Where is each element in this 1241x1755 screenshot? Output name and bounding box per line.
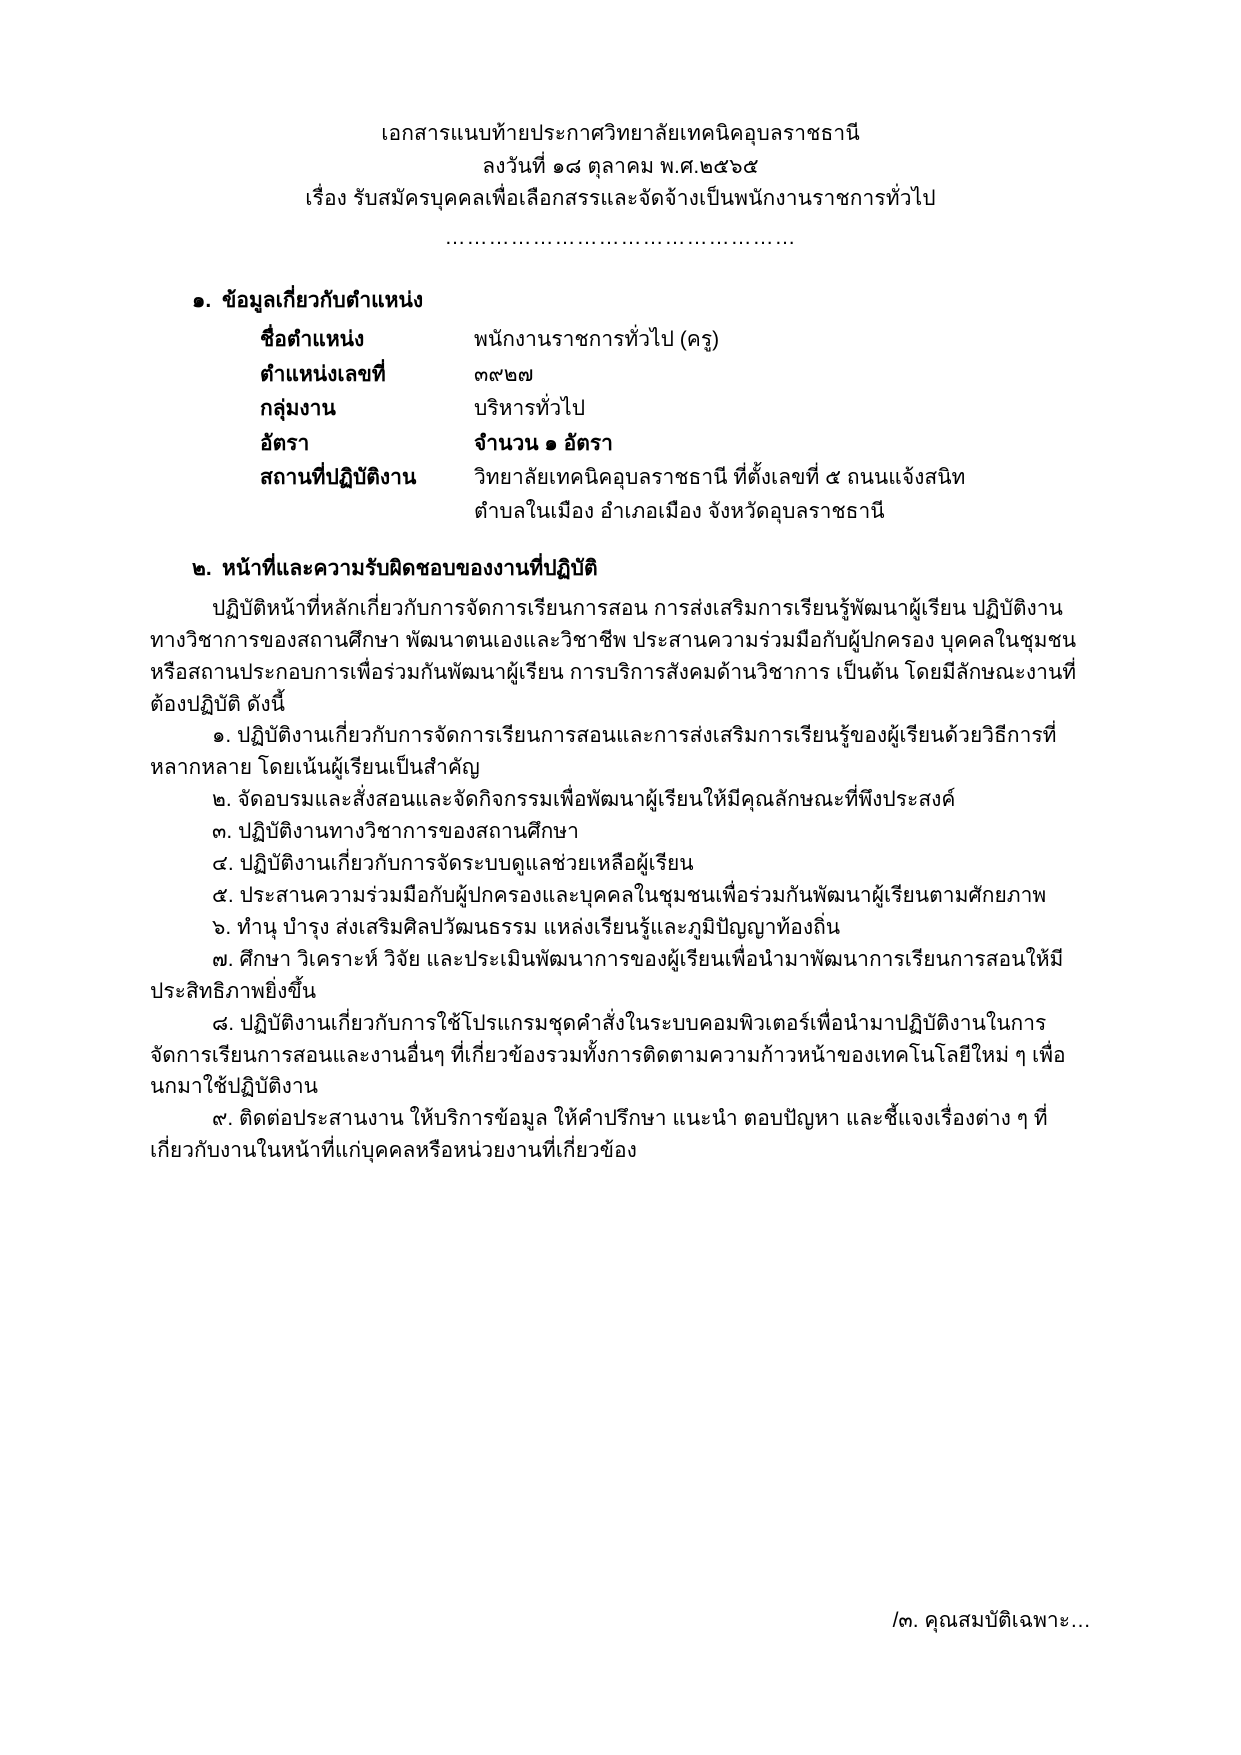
section-1-title: ข้อมูลเกี่ยวกับตำแหน่ง [222, 289, 424, 313]
duties-body [150, 593, 1091, 1167]
table-row [260, 461, 965, 495]
section-duties [150, 552, 1091, 1167]
duty-item-2: ๒. จัดอบรมและสั่งสอนและจัดกิจกรรมเพื่อพัฒนาผู้เรียนให้มีคุณลักษณะที่พึงประสงค์ [212, 788, 956, 812]
duty-item-4: ๔. ปฏิบัติงานเกี่ยวกับการจัดระบบดูแลช่วยเหลือผู้เรียน [212, 852, 694, 876]
section-2-heading [192, 552, 1091, 585]
field-value-work-group: บริหารทั่วไป [474, 397, 586, 421]
table-row [260, 323, 965, 357]
table-row [260, 392, 965, 426]
section-1-heading [192, 284, 1091, 317]
field-label-workplace-cont [260, 495, 474, 529]
table-row [260, 427, 965, 461]
field-value-quota: จำนวน ๑ อัตรา [474, 431, 613, 455]
duty-item-5: ๕. ประสานความร่วมมือกับผู้ปกครองและบุคคลในชุมชนเพื่อร่วมกันพัฒนาผู้เรียนตามศักยภาพ [212, 883, 1047, 907]
header-line-2: ลงวันที่ ๑๘ ตุลาคม พ.ศ.๒๕๖๕ [482, 154, 759, 178]
field-label-position-name: ชื่อตำแหน่ง [260, 328, 365, 352]
duties-intro-paragraph: ปฏิบัติหน้าที่หลักเกี่ยวกับการจัดการเรียนการสอน การส่งเสริมการเรียนรู้พัฒนาผู้เรียน ปฏิบัติงานทางวิชาการของสถานศึกษา พัฒนาตนเองและวิชาชีพ ประสานความร่วมมือกับผู้ปกครอง บุคคลในชุมชนหรือสถานประกอบการเพื่อร่วมกันพัฒนาผู้เรียน การบริการสังคมด้านวิชาการ เป็นต้น โดยมีลักษณะงานที่ต้องปฏิบัติ ดังนี้ [150, 596, 1077, 716]
duty-item-9: ๙. ติดต่อประสานงาน ให้บริการข้อมูล ให้คำปรึกษา แนะนำ ตอบปัญหา และชี้แจงเรื่องต่าง ๆ ที่เกี่ยวกับงานในหน้าที่แก่บุคคลหรือหน่วยงานที่เกี่ยวข้อง [150, 1107, 1048, 1163]
field-value-workplace-cont: ตำบลในเมือง อำเภอเมือง จังหวัดอุบลราชธานี [474, 500, 885, 524]
field-label-work-group: กลุ่มงาน [260, 397, 336, 421]
field-value-position-name: พนักงานราชการทั่วไป (ครู) [474, 328, 720, 352]
position-fields-table [260, 323, 965, 530]
field-value-workplace: วิทยาลัยเทคนิคอุบลราชธานี ที่ตั้งเลขที่ ๕ ถนนแจ้งสนิท [474, 465, 966, 489]
section-position-info [150, 284, 1091, 530]
field-value-position-number: ๓๙๒๗ [474, 362, 534, 386]
header-line-1: เอกสารแนบท้ายประกาศวิทยาลัยเทคนิคอุบลราชธานี [381, 122, 860, 145]
duty-item-6: ๖. ทำนุ บำรุง ส่งเสริมศิลปวัฒนธรรม แหล่งเรียนรู้และภูมิปัญญาท้องถิ่น [212, 915, 841, 939]
section-2-number: ๒. [192, 556, 212, 580]
duty-item-7: ๗. ศึกษา วิเคราะห์ วิจัย และประเมินพัฒนาการของผู้เรียนเพื่อนำมาพัฒนาการเรียนการสอนให้มีประสิทธิภาพยิ่งขึ้น [150, 947, 1064, 1003]
field-label-position-number: ตำแหน่งเลขที่ [260, 362, 386, 386]
header-line-3: เรื่อง รับสมัครบุคคลเพื่อเลือกสรรและจัดจ้างเป็นพนักงานราชการทั่วไป [305, 187, 936, 211]
section-1-number: ๑. [192, 289, 212, 313]
header-dotted-separator: ………………………………………… [444, 225, 797, 249]
table-row [260, 495, 965, 529]
page-footer-note: /๓. คุณสมบัติเฉพาะ… [892, 1609, 1091, 1632]
field-label-workplace: สถานที่ปฏิบัติงาน [260, 465, 417, 489]
table-row [260, 358, 965, 392]
duty-item-1: ๑. ปฏิบัติงานเกี่ยวกับการจัดการเรียนการสอนและการส่งเสริมการเรียนรู้ของผู้เรียนด้วยวิธีการที่หลากหลาย โดยเน้นผู้เรียนเป็นสำคัญ [150, 724, 1057, 780]
duty-item-3: ๓. ปฏิบัติงานทางวิชาการของสถานศึกษา [212, 820, 579, 844]
section-2-title: หน้าที่และความรับผิดชอบของงานที่ปฏิบัติ [222, 556, 598, 580]
document-header [150, 118, 1091, 254]
field-label-quota: อัตรา [260, 431, 310, 455]
duty-item-8: ๘. ปฏิบัติงานเกี่ยวกับการใช้โปรแกรมชุดคำสั่งในระบบคอมพิวเตอร์เพื่อนำมาปฏิบัติงานในการจัดการเรียนการสอนและงานอื่นๆ ที่เกี่ยวข้องรวมทั้งการติดตามความก้าวหน้าของเทคโนโลยีใหม่ ๆ เพื่อนกมาใช้ปฏิบัติงาน [150, 1011, 1066, 1099]
